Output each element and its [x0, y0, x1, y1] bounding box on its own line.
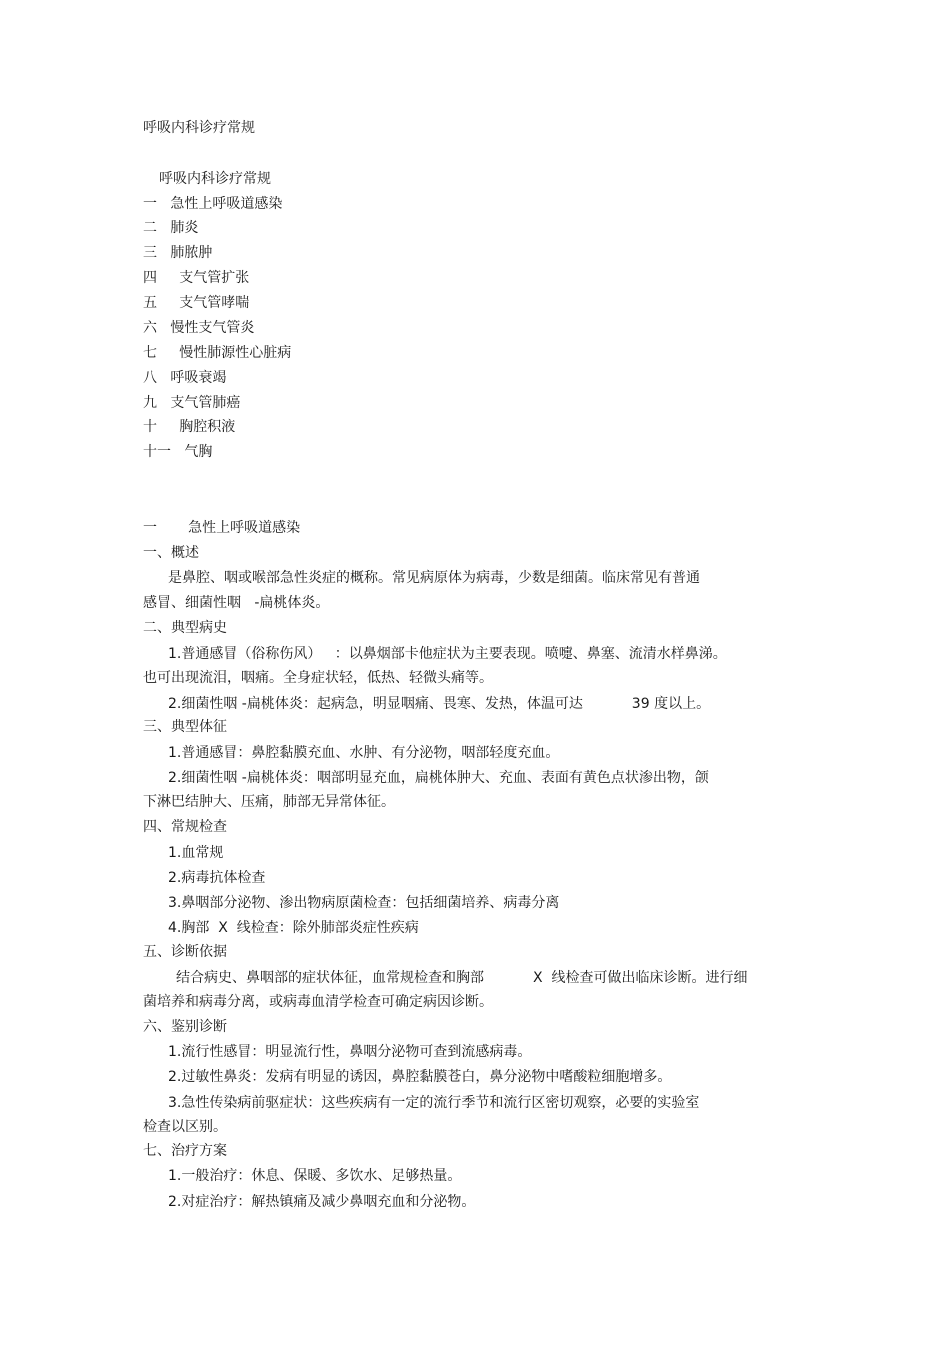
toc-item: 四 支气管扩张 — [143, 270, 250, 286]
paragraph-line: 3.急性传染病前驱症状：这些疾病有一定的流行季节和流行区密切观察，必要的实验室 — [168, 1095, 700, 1111]
section-heading: 一、概述 — [143, 545, 199, 561]
toc-item: 三 肺脓肿 — [143, 245, 213, 261]
paragraph-line: 菌培养和病毒分离，或病毒血清学检查可确定病因诊断。 — [143, 994, 493, 1010]
paragraph-line: 1.流行性感冒：明显流行性，鼻咽分泌物可查到流感病毒。 — [168, 1044, 532, 1060]
paragraph-line: 1.血常规 — [168, 845, 224, 861]
paragraph-line: 是鼻腔、咽或喉部急性炎症的概称。常见病原体为病毒，少数是细菌。临床常见有普通 — [168, 570, 700, 586]
paragraph-line: 结合病史、鼻咽部的症状体征，血常规检查和胸部 X 线检查可做出临床诊断。进行细 — [176, 970, 748, 986]
paragraph-line: 感冒、细菌性咽 -扁桃体炎。 — [143, 595, 330, 611]
section-heading: 二、典型病史 — [143, 620, 227, 636]
paragraph-line: 4.胸部 X 线检查：除外肺部炎症性疾病 — [168, 920, 419, 936]
paragraph-line: 下淋巴结肿大、压痛，肺部无异常体征。 — [143, 794, 395, 810]
section-heading: 六、鉴别诊断 — [143, 1019, 227, 1035]
section-heading: 四、常规检查 — [143, 819, 227, 835]
section-heading: 三、典型体征 — [143, 719, 227, 735]
paragraph-line: 也可出现流泪，咽痛。全身症状轻，低热、轻微头痛等。 — [143, 670, 493, 686]
paragraph-line: 1.普通感冒（俗称伤风） ：以鼻烟部卡他症状为主要表现。喷嚏、鼻塞、流清水样鼻涕。 — [168, 646, 727, 662]
toc-item: 八 呼吸衰竭 — [143, 370, 227, 386]
toc-item: 十一 气胸 — [143, 444, 213, 460]
toc-item: 一 急性上呼吸道感染 — [143, 196, 283, 212]
paragraph-line: 1.一般治疗：休息、保暖、多饮水、足够热量。 — [168, 1168, 462, 1184]
paragraph-line: 3.鼻咽部分泌物、渗出物病原菌检查：包括细菌培养、病毒分离 — [168, 895, 560, 911]
toc-item: 七 慢性肺源性心脏病 — [143, 345, 292, 361]
paragraph-line: 2.过敏性鼻炎：发病有明显的诱因，鼻腔黏膜苍白，鼻分泌物中嗜酸粒细胞增多。 — [168, 1069, 672, 1085]
section-heading: 七、治疗方案 — [143, 1143, 227, 1159]
toc-heading: 呼吸内科诊疗常规 — [159, 171, 271, 187]
paragraph-line: 2.细菌性咽 -扁桃体炎：咽部明显充血，扁桃体肿大、充血、表面有黄色点状渗出物，颌 — [168, 770, 709, 786]
section-title: 一 急性上呼吸道感染 — [143, 520, 301, 536]
doc-title: 呼吸内科诊疗常规 — [143, 120, 255, 136]
paragraph-line: 检查以区别。 — [143, 1119, 227, 1135]
toc-item: 六 慢性支气管炎 — [143, 320, 255, 336]
paragraph-line: 1.普通感冒：鼻腔黏膜充血、水肿、有分泌物，咽部轻度充血。 — [168, 745, 560, 761]
section-heading: 五、诊断依据 — [143, 944, 227, 960]
paragraph-line: 2.细菌性咽 -扁桃体炎：起病急，明显咽痛、畏寒、发热，体温可达 39 度以上。 — [168, 696, 711, 712]
paragraph-line: 2.对症治疗：解热镇痛及减少鼻咽充血和分泌物。 — [168, 1194, 476, 1210]
paragraph-line: 2.病毒抗体检查 — [168, 870, 266, 886]
toc-item: 二 肺炎 — [143, 220, 199, 236]
toc-item: 九 支气管肺癌 — [143, 395, 241, 411]
toc-item: 五 支气管哮喘 — [143, 295, 250, 311]
toc-item: 十 胸腔积液 — [143, 419, 236, 435]
